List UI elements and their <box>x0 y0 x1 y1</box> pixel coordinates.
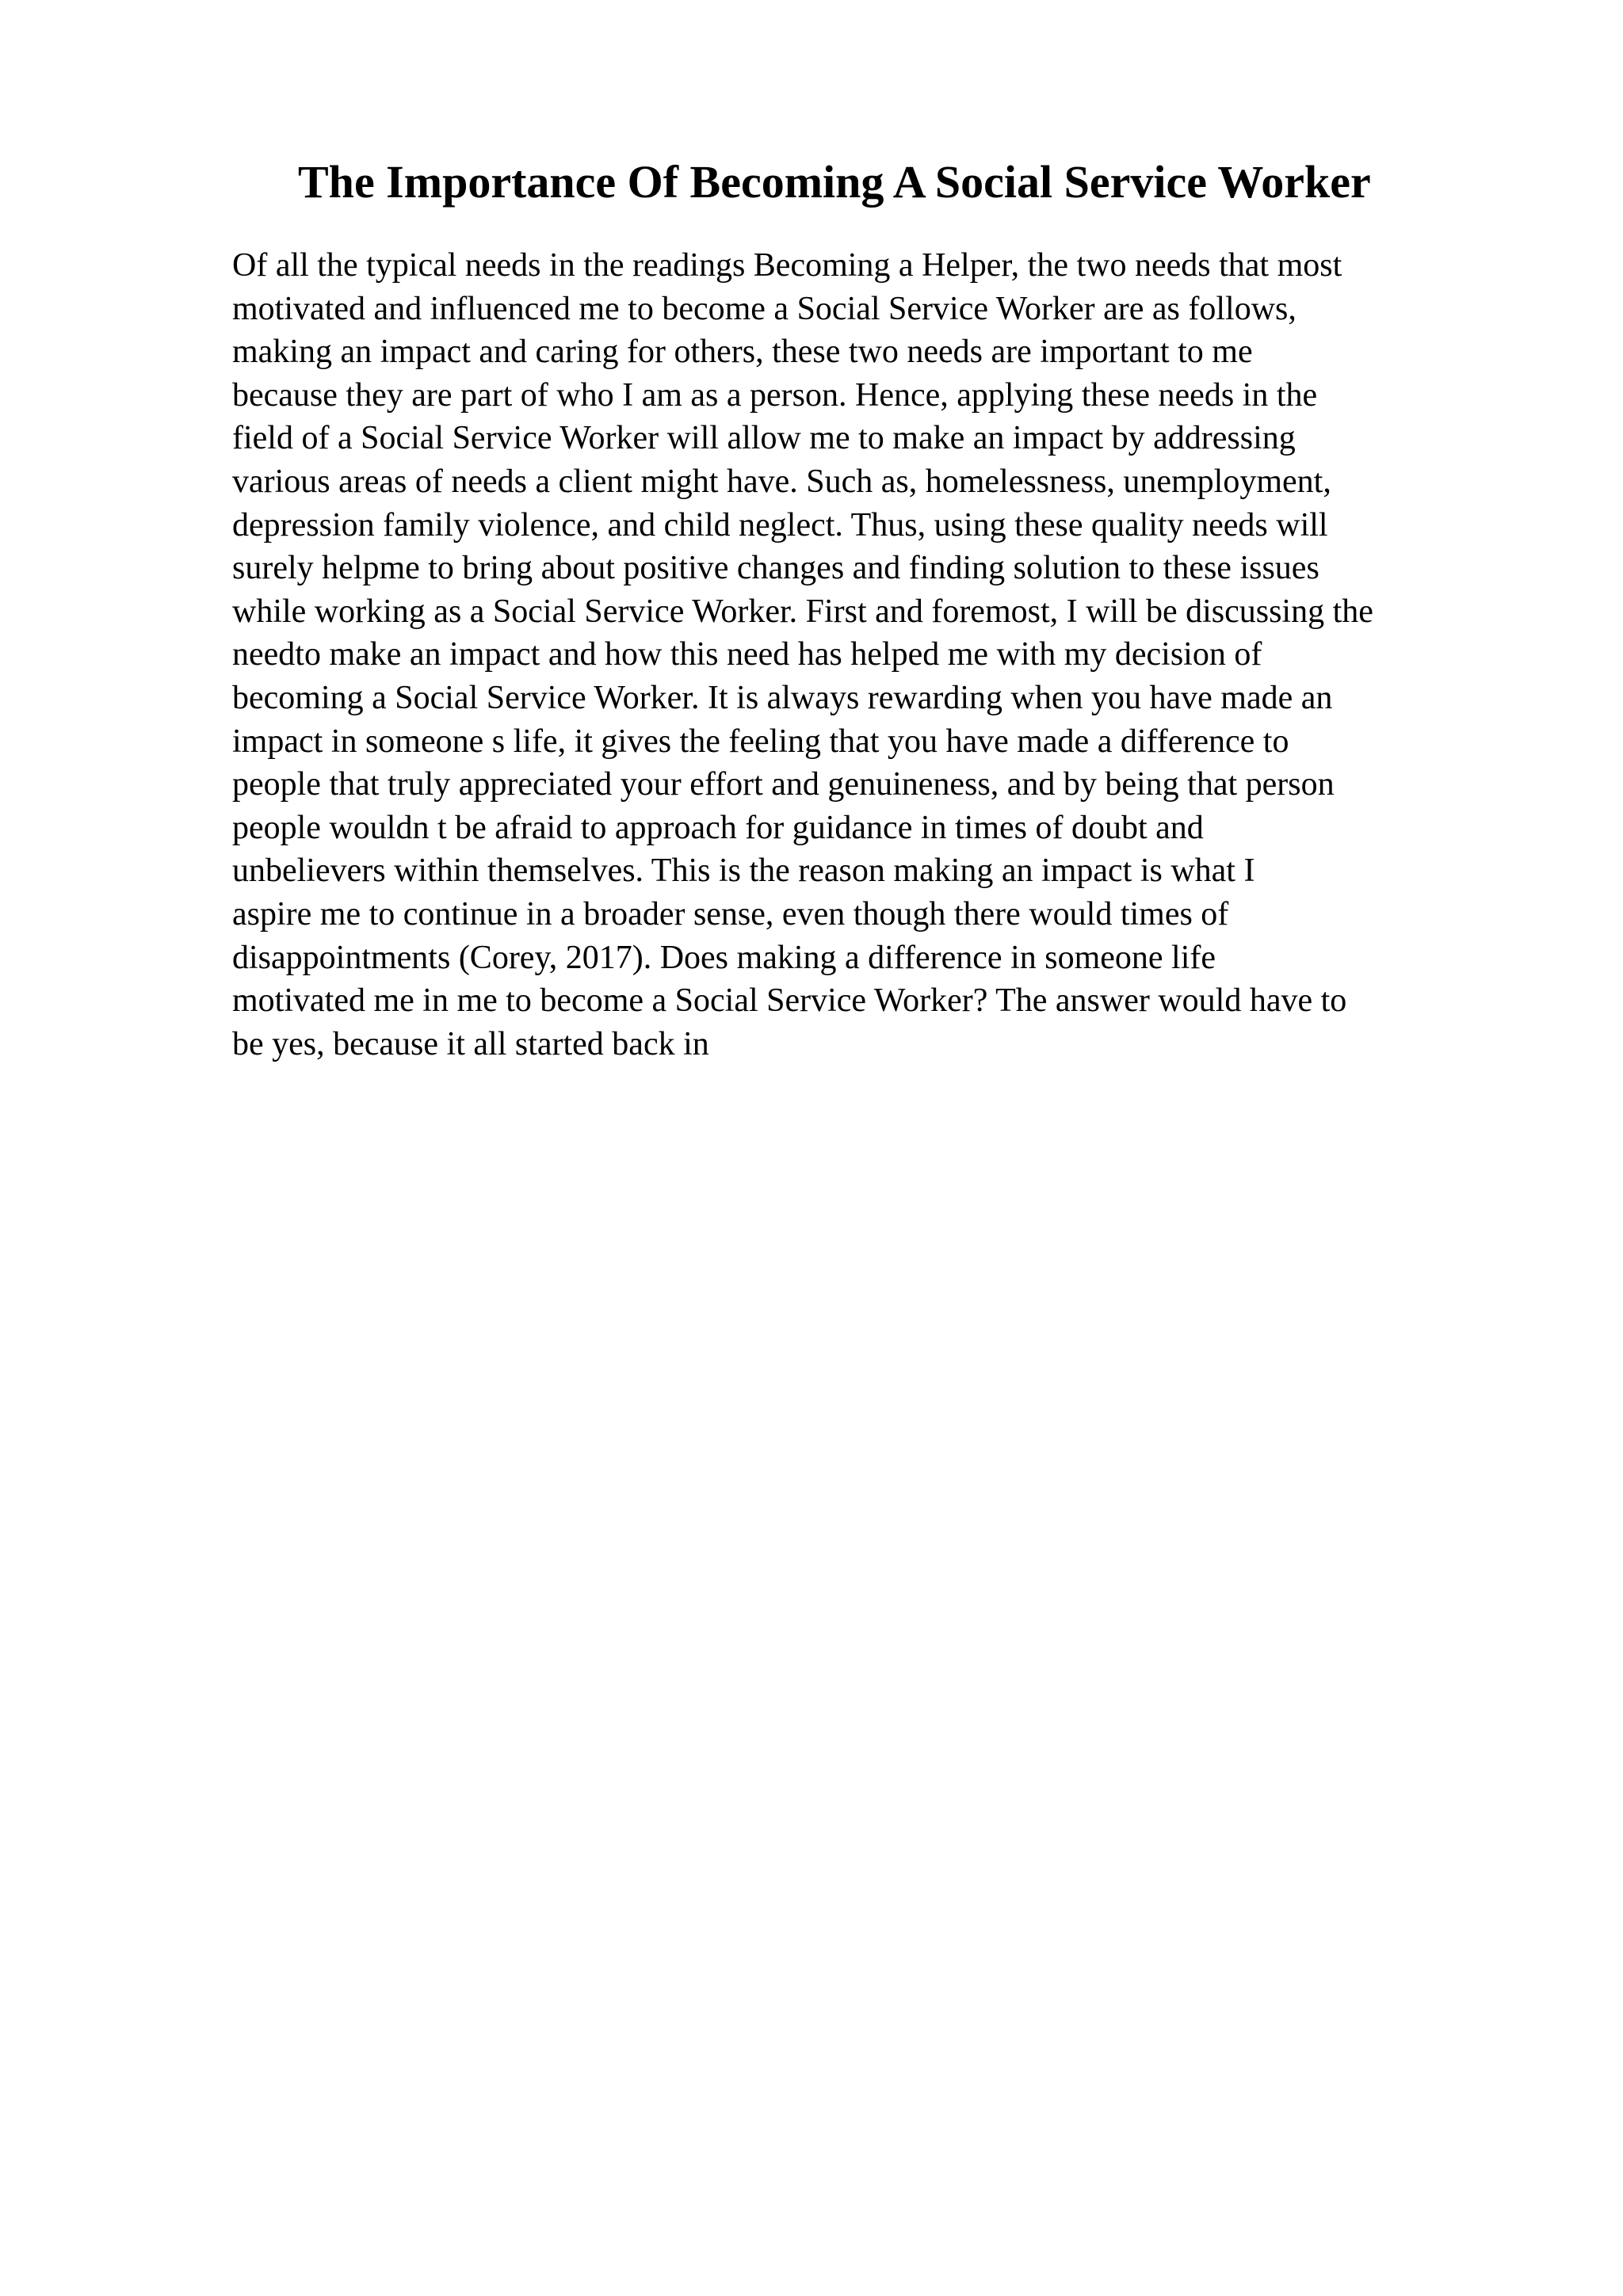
body-line: unbelievers within themselves. This is the reason making an impact is what I <box>232 852 1255 890</box>
body-line: disappointments (Corey, 2017). Does making a difference in someone life <box>232 939 1216 976</box>
body-line: motivated and influenced me to become a Social Service Worker are as follows, <box>232 290 1296 327</box>
body-line: surely helpme to bring about positive changes and finding solution to these issues <box>232 550 1319 587</box>
body-line: because they are part of who I am as a person. Hence, applying these needs in the <box>232 376 1318 414</box>
body-line: people that truly appreciated your effort and genuineness, and by being that person <box>232 766 1335 803</box>
body-line: people wouldn t be afraid to approach for guidance in times of doubt and <box>232 809 1204 846</box>
essay-body <box>232 244 1595 1066</box>
body-line: various areas of needs a client might have. Such as, homelessness, unemployment, <box>232 463 1331 500</box>
body-line: while working as a Social Service Worker. First and foremost, I will be discussing the <box>232 593 1373 630</box>
body-line: becoming a Social Service Worker. It is always rewarding when you have made an <box>232 679 1333 716</box>
body-line: making an impact and caring for others, these two needs are important to me <box>232 334 1253 371</box>
body-line: field of a Social Service Worker will allow me to make an impact by addressing <box>232 420 1296 457</box>
body-line: Of all the typical needs in the readings Becoming a Helper, the two needs that most <box>232 247 1342 284</box>
body-line: depression family violence, and child neglect. Thus, using these quality needs will <box>232 506 1328 543</box>
body-line: needto make an impact and how this need has helped me with my decision of <box>232 636 1262 673</box>
body-line: impact in someone s life, it gives the feeling that you have made a difference to <box>232 723 1289 760</box>
document-title: The Importance Of Becoming A Social Service Worker <box>298 156 1371 208</box>
body-line: be yes, because it all started back in <box>232 1025 709 1062</box>
body-line: aspire me to continue in a broader sense, even though there would times of <box>232 895 1229 933</box>
body-line: motivated me in me to become a Social Service Worker? The answer would have to <box>232 982 1347 1020</box>
